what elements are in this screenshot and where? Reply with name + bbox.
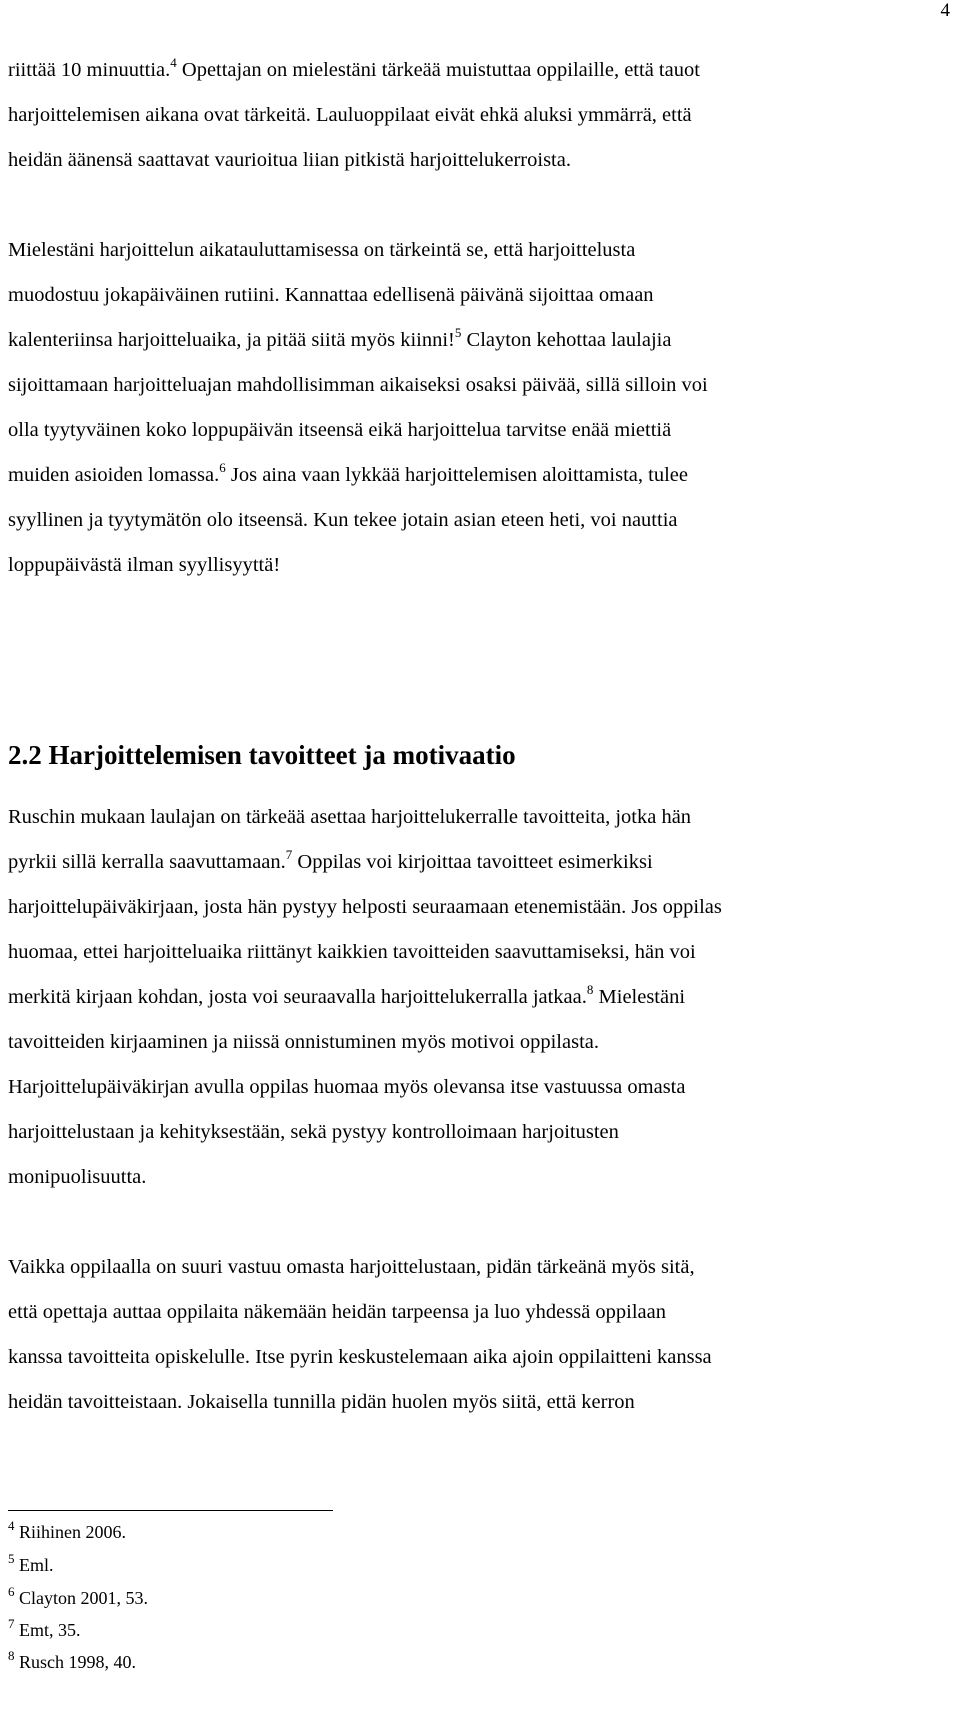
paragraph-2 [8,228,908,588]
text-line [8,318,908,363]
footnote-number: 5 [8,1551,15,1566]
footnote-item [8,1518,126,1543]
text-line [8,1335,908,1380]
text-line [8,93,908,138]
text-run: merkitä kirjaan kohdan, josta voi seuraavalla harjoittelukerralla jatkaa. [8,986,587,1008]
footnote-number: 4 [8,1518,15,1533]
text-run: Vaikka oppilaalla on suuri vastuu omasta harjoittelustaan, pidän tärkeänä myös sitä, [8,1256,695,1278]
text-line [8,1065,908,1110]
footnote-number: 7 [8,1616,15,1631]
text-run: loppupäivästä ilman syyllisyyttä! [8,554,281,576]
text-line [8,48,908,93]
footnote-item [8,1616,81,1641]
text-line [8,975,908,1020]
footnote-text: Eml. [14,1555,54,1575]
text-line [8,1245,908,1290]
text-line [8,840,908,885]
text-run: Mielestäni harjoittelun aikatauluttamisessa on tärkeintä se, että harjoittelusta [8,239,636,261]
text-run: huomaa, ettei harjoitteluaika riittänyt kaikkien tavoitteiden saavuttamiseksi, hän voi [8,941,696,963]
footnote-separator [8,1510,333,1511]
footnote-text: Riihinen 2006. [14,1522,126,1542]
page-body [8,48,908,588]
page-body-lower [8,795,908,1425]
text-line [8,795,908,840]
text-line [8,228,908,273]
footnote-number: 8 [8,1648,15,1663]
text-run: muiden asioiden lomassa. [8,464,220,486]
section-heading: 2.2 Harjoittelemisen tavoitteet ja motivaatio [8,740,516,770]
text-line [8,408,908,453]
text-run: riittää 10 minuuttia. [8,59,171,81]
text-line [8,1020,908,1065]
text-line [8,1155,908,1200]
text-run: muodostuu jokapäiväinen rutiini. Kannattaa edellisenä päivänä sijoittaa omaan [8,284,654,306]
text-run: Ruschin mukaan laulajan on tärkeää asettaa harjoittelukerralle tavoitteita, jotka hän [8,806,692,828]
footnote-ref: 6 [219,460,226,475]
text-run: monipuolisuutta. [8,1166,147,1188]
page-number: 4 [940,0,950,21]
text-run: kalenteriinsa harjoitteluaika, ja pitää siitä myös kiinni! [8,329,455,351]
text-line [8,1380,908,1425]
text-run: Harjoittelupäiväkirjan avulla oppilas huomaa myös olevansa itse vastuussa omasta [8,1076,686,1098]
text-run: harjoittelupäiväkirjaan, josta hän pystyy helposti seuraamaan etenemistään. Jos oppilas [8,896,722,918]
footnote-text: Emt, 35. [14,1620,81,1640]
text-run: sijoittamaan harjoitteluajan mahdollisimman aikaiseksi osaksi päivää, sillä silloin voi [8,374,708,396]
paragraph-1 [8,48,908,183]
text-line [8,273,908,318]
paragraph-4 [8,1245,908,1425]
footnote-number: 6 [8,1584,15,1599]
footnote-item [8,1551,54,1576]
text-run: Oppilas voi kirjoittaa tavoitteet esimerkiksi [292,851,653,873]
text-run: että opettaja auttaa oppilaita näkemään heidän tarpeensa ja luo yhdessä oppilaan [8,1301,667,1323]
text-run: syyllinen ja tyytymätön olo itseensä. Kun tekee jotain asian eteen heti, voi nauttia [8,509,678,531]
text-line [8,543,908,588]
text-run: harjoittelemisen aikana ovat tärkeitä. Lauluoppilaat eivät ehkä aluksi ymmärrä, että [8,104,692,126]
footnote-ref: 7 [285,847,293,862]
text-run: harjoittelustaan ja kehityksestään, sekä pystyy kontrolloimaan harjoitusten [8,1121,619,1143]
text-run: Mielestäni [593,986,686,1008]
footnote-ref: 8 [586,982,594,997]
text-run: heidän äänensä saattavat vaurioitua liian pitkistä harjoittelukerroista. [8,149,571,171]
text-run: kanssa tavoitteita opiskelulle. Itse pyrin keskustelemaan aika ajoin oppilaitteni kanssa [8,1346,712,1368]
text-run: tavoitteiden kirjaaminen ja niissä onnistuminen myös motivoi oppilasta. [8,1031,599,1053]
text-line [8,363,908,408]
footnote-text: Clayton 2001, 53. [14,1588,148,1608]
text-line [8,138,908,183]
text-run: olla tyytyväinen koko loppupäivän itseensä eikä harjoittelua tarvitse enää miettiä [8,419,672,441]
text-run: Jos aina vaan lykkää harjoittelemisen aloittamista, tulee [225,464,688,486]
footnote-text: Rusch 1998, 40. [14,1652,136,1672]
footnote-ref: 4 [170,55,177,70]
text-line [8,930,908,975]
footnote-item [8,1584,148,1609]
text-run: pyrkii sillä kerralla saavuttamaan. [8,851,286,873]
text-line [8,1290,908,1335]
text-line [8,1110,908,1155]
paragraph-3 [8,795,908,1200]
text-line [8,885,908,930]
text-run: Opettajan on mielestäni tärkeää muistuttaa oppilaille, että tauot [176,59,700,81]
footnote-item [8,1648,136,1673]
text-run: Clayton kehottaa laulajia [461,329,672,351]
text-line [8,498,908,543]
footnote-ref: 5 [454,325,462,340]
text-run: heidän tavoitteistaan. Jokaisella tunnilla pidän huolen myös siitä, että kerron [8,1391,635,1413]
text-line [8,453,908,498]
